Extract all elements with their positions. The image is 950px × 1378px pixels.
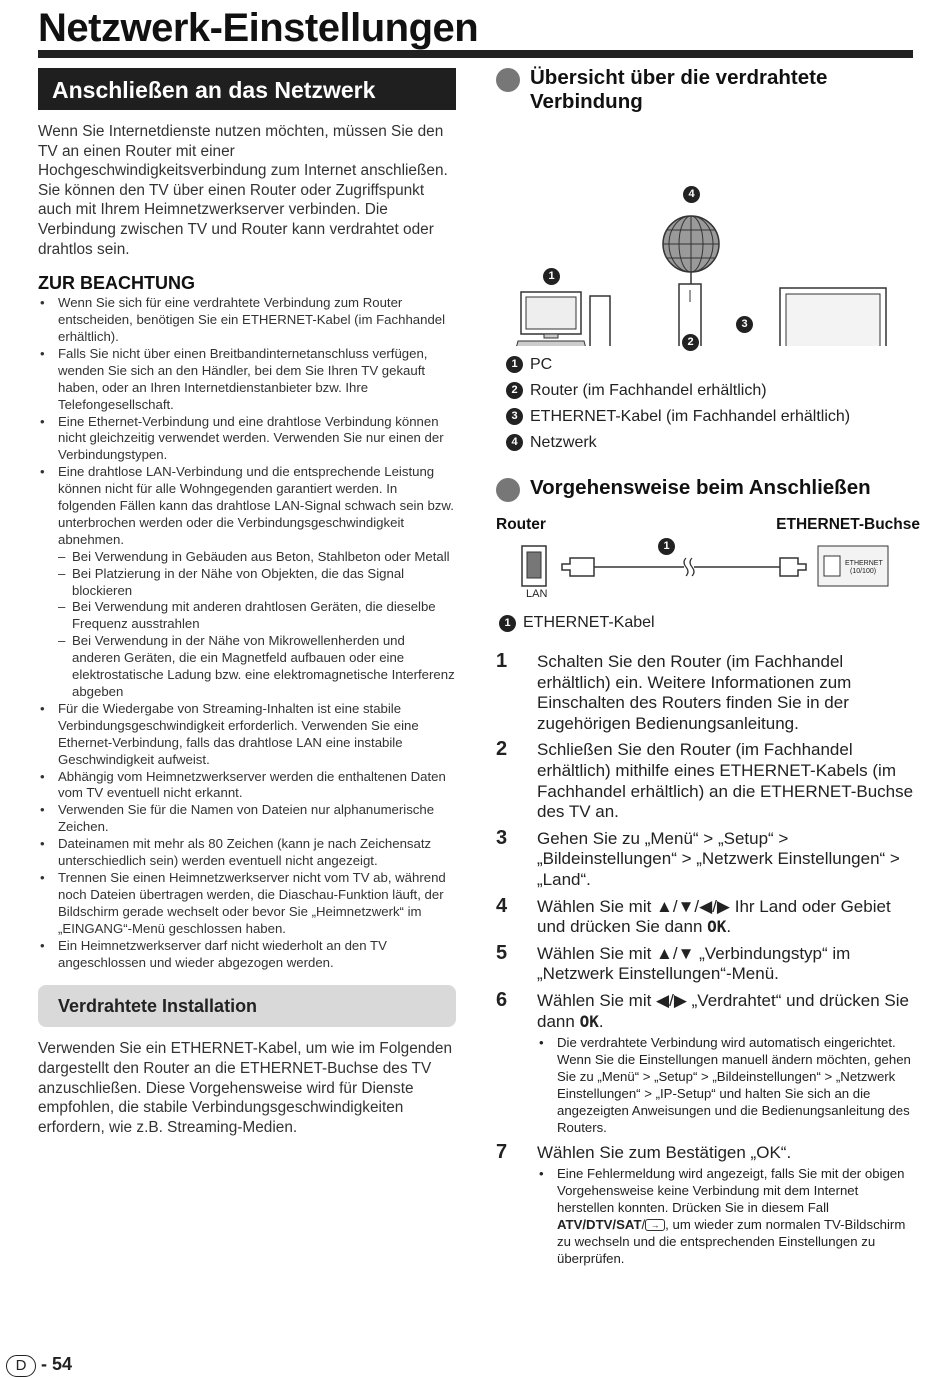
step-number: 4 [496, 894, 508, 917]
intro-paragraph: Wenn Sie Internetdienste nutzen möchten, müssen Sie den TV an einen Router mit einer Hochgeschwindigkeitsverbindung zum Internet anschließen. Sie können den TV über einen Router oder Zugriffspunkt auch mit Ihrem Heimnetzwerkserver verbinden. Die Verbindung zwischen TV und Router kann verdrahtet oder drahtlos sein. [38, 123, 448, 258]
ok-key-label: OK [707, 917, 727, 937]
step-item [496, 894, 916, 938]
footer-dash: - [41, 1354, 53, 1374]
page-footer [6, 1354, 72, 1377]
plug-left-icon [562, 558, 594, 576]
page-number: 54 [52, 1354, 73, 1374]
note-item: • Dateinamen mit mehr als 80 Zeichen (kann je nach Zeichensatz unterschiedlich sein) werden eventuell nicht angezeigt. [38, 836, 456, 870]
legend-item-pc [496, 352, 916, 378]
sub-note-item: – Bei Verwendung mit anderen drahtlosen Geräten, die dieselbe Frequenz ausstrahlen [58, 599, 456, 633]
legend-item-cable [496, 404, 916, 430]
legend-label: PC [530, 356, 553, 373]
step-number: 2 [496, 738, 508, 761]
legend-label: Netzwerk [530, 434, 597, 451]
step-item [496, 826, 916, 891]
step-number: 3 [496, 826, 508, 849]
step-note-list [537, 1035, 916, 1136]
step-item [496, 1140, 916, 1268]
cable-legend-label: ETHERNET-Kabel [523, 614, 655, 631]
legend-item-router [496, 378, 916, 404]
pc-icon [514, 292, 610, 346]
ethernet-jack-label: ETHERNET-Buchse [776, 516, 920, 533]
router-label: Router [496, 516, 546, 533]
note-item: • Trennen Sie einen Heimnetzwerkserver nicht vom TV ab, während noch Dateien übertragen werden, die Diaschau-Funktion läuft, der Bildschirm gerade wechselt oder bevor Sie „Heimnetzwerk“ im „EINGANG“-Menü geschlossen haben. [38, 870, 456, 938]
cable-legend [496, 614, 916, 632]
connection-diagram-svg [496, 116, 896, 346]
cable-diagram [496, 542, 896, 608]
lan-port-icon [522, 546, 546, 586]
right-column [496, 66, 920, 1274]
legend-number: 1 [499, 615, 516, 632]
sub-note-item: – Bei Verwendung in der Nähe von Mikrowellenherden und anderen Geräten, die ein Magnetfeld aufbauen oder eine elektrostatische Ladung bzw. eine elektromagnetische Interferenz abgeben [58, 633, 456, 701]
step-note-list [537, 1166, 916, 1267]
bullet-dot-icon [496, 478, 520, 502]
legend-item-network [496, 430, 916, 456]
note-title: ZUR BEACHTUNG [38, 273, 195, 294]
procedure-title: Vorgehensweise beim Anschließen [530, 476, 871, 499]
step-item [496, 740, 916, 822]
globe-icon [663, 216, 719, 272]
step-number: 5 [496, 941, 508, 964]
callout-4-badge: 4 [683, 186, 700, 203]
step-text-end: . [598, 1011, 604, 1031]
step-list [496, 652, 916, 1268]
note-item: • Eine Ethernet-Verbindung und eine drahtlose Verbindung können nicht gleichzeitig verwendet werden. Verwenden Sie nur einen der Verbindungstypen. [38, 414, 456, 465]
step-item [496, 652, 916, 734]
step-note-bold: ATV/DTV/SAT [557, 1216, 642, 1232]
note-item: • Wenn Sie sich für eine verdrahtete Verbindung zum Router entscheiden, benötigen Sie ein ETHERNET-Kabel (im Fachhandel erhältlich). [38, 295, 456, 346]
step-text: Schließen Sie den Router (im Fachhandel erhältlich) mithilfe eines ETHERNET-Kabels (im Fachhandel erhältlich) an die ETHERNET-Buchse des TV an. [537, 740, 914, 822]
page-title: Netzwerk-Einstellungen [38, 6, 479, 50]
step-note: • Eine Fehlermeldung wird angezeigt, falls Sie mit der obigen Vorgehensweise keine Verbindung mit dem Internet herstellen konnten. Drücken Sie in diesem Fall ATV/DTV/SAT/ → , um wieder zum normalen TV-Bildschirm zu wechseln und die entsprechenden Einstellungen zu überprüfen. [537, 1166, 916, 1267]
overview-title: Übersicht über die verdrahtete Verbindung [530, 66, 828, 113]
step-note-text-b: , um wieder zum normalen TV-Bildschirm zu wechseln und die entsprechenden Einstellungen zu überprüfen. [557, 1216, 906, 1266]
step-item [496, 941, 916, 985]
legend-number: 4 [506, 434, 523, 451]
step-number: 1 [496, 650, 508, 672]
sub-note-item: – Bei Platzierung in der Nähe von Objekten, die das Signal blockieren [58, 566, 456, 600]
ethernet-port-label-1: ETHERNET [845, 560, 883, 567]
plug-right-icon [780, 558, 806, 576]
ethernet-port-label-2: (10/100) [850, 568, 877, 575]
bullet-dot-icon [496, 68, 520, 92]
step-text: Wählen Sie mit ◀/▶ „Verdrahtet“ und drücken Sie dann [537, 990, 909, 1031]
title-rule [38, 50, 913, 58]
ok-key-label: OK [579, 1011, 599, 1031]
note-item: • Falls Sie nicht über einen Breitbandinternetanschluss verfügen, wenden Sie sich an den Händler, bei dem Sie Ihren TV gekauft haben, oder an Ihren Internetdienstanbieter bzw. Ihre Telefongesellschaft. [38, 346, 456, 414]
callout-1-badge: 1 [543, 268, 560, 285]
procedure-heading [496, 476, 916, 500]
note-item: • Ein Heimnetzwerkserver darf nicht wiederholt an den TV angeschlossen und wieder abgezogen werden. [38, 938, 456, 972]
callout-3-badge: 3 [736, 316, 753, 333]
step-text: Gehen Sie zu „Menü“ > „Setup“ > „Bildeinstellungen“ > „Netzwerk Einstellungen“ > „Land“. [537, 828, 900, 889]
diagram-legend [496, 352, 916, 456]
step-text: Wählen Sie mit ▲/▼ „Verbindungstyp“ im „Netzwerk Einstellungen“-Menü. [537, 943, 851, 984]
step-text-end: . [726, 917, 732, 937]
step-text: Wählen Sie mit ▲/▼/◀/▶ Ihr Land oder Gebiet und drücken Sie dann [537, 896, 891, 937]
step-number: 7 [496, 1140, 508, 1163]
step-text: Wählen Sie zum Bestätigen „OK“. [537, 1142, 792, 1162]
left-column [38, 68, 456, 1137]
outro-paragraph: Verwenden Sie ein ETHERNET-Kabel, um wie im Folgenden dargestellt den Router an die ETHERNET-Buchse des TV anzuschließen. Diese Vorgehensweise wird für Dienste empfohlen, die stabile Verbindungsgeschwindigkeiten erfordern, wie z.B. Streaming-Medien. [38, 1040, 453, 1136]
sub-note-list [58, 549, 456, 701]
step-text: Schalten Sie den Router (im Fachhandel erhältlich) ein. Weitere Informationen zum Einschalten des Routers finden Sie in der zugehörigen Bedienungsanleitung. [537, 652, 852, 733]
step-item [496, 988, 916, 1137]
legend-number: 3 [506, 408, 523, 425]
language-badge: D [6, 1355, 36, 1377]
cable-callout-badge: 1 [658, 538, 675, 555]
note-list [38, 295, 456, 971]
note-item: • Für die Wiedergabe von Streaming-Inhalten ist eine stabile Verbindungsgeschwindigkeit erforderlich. Verwenden Sie eine Ethernet-Verbindung, falls das drahtlose LAN eine instabile Geschwindigkeit aufweist. [38, 701, 456, 769]
section-title: Anschließen an das Netzwerk [38, 68, 456, 110]
note-item: • Abhängig vom Heimnetzwerkserver werden die enthaltenen Daten vom TV eventuell nicht erkannt. [38, 769, 456, 803]
step-note: • Die verdrahtete Verbindung wird automatisch eingerichtet. Wenn Sie die Einstellungen manuell ändern möchten, gehen Sie zu „Menü“ > „Setup“ > „Bildeinstellungen“ > „Netzwerk Einstellungen“ > „IP-Setup“ und halten Sie sich an die angezeigten Anweisungen und die Bedienungsanleitung des Routers. [537, 1035, 916, 1136]
input-source-icon: → [645, 1219, 665, 1231]
note-item-text: Eine drahtlose LAN-Verbindung und die entsprechende Leistung können nicht für alle Wohngegenden garantiert werden. In folgenden Fällen kann das drahtlose LAN-Signal schwach sein bzw. unterbrochen werden oder die Verbindungsgeschwindigkeit abnehmen. [58, 464, 454, 547]
step-note-text-a: Eine Fehlermeldung wird angezeigt, falls Sie mit der obigen Vorgehensweise keine Verbindung mit dem Internet herstellen konnten. Drücken Sie in diesem Fall [557, 1166, 905, 1215]
connection-diagram [496, 116, 896, 346]
cable-diagram-svg [496, 542, 896, 608]
lan-label: LAN [526, 588, 548, 600]
note-item [38, 464, 456, 701]
legend-number: 2 [506, 382, 523, 399]
legend-label: ETHERNET-Kabel (im Fachhandel erhältlich) [530, 408, 851, 425]
legend-number: 1 [506, 356, 523, 373]
legend-label: Router (im Fachhandel erhältlich) [530, 382, 767, 399]
cable-diagram-labels [496, 516, 920, 536]
sub-section-title: Verdrahtete Installation [38, 985, 456, 1027]
sub-note-item: – Bei Verwendung in Gebäuden aus Beton, Stahlbeton oder Metall [58, 549, 456, 566]
step-number: 6 [496, 988, 508, 1011]
callout-2-badge: 2 [682, 334, 699, 351]
tv-icon [780, 288, 886, 346]
overview-heading [496, 66, 916, 114]
note-item: • Verwenden Sie für die Namen von Dateien nur alphanumerische Zeichen. [38, 802, 456, 836]
